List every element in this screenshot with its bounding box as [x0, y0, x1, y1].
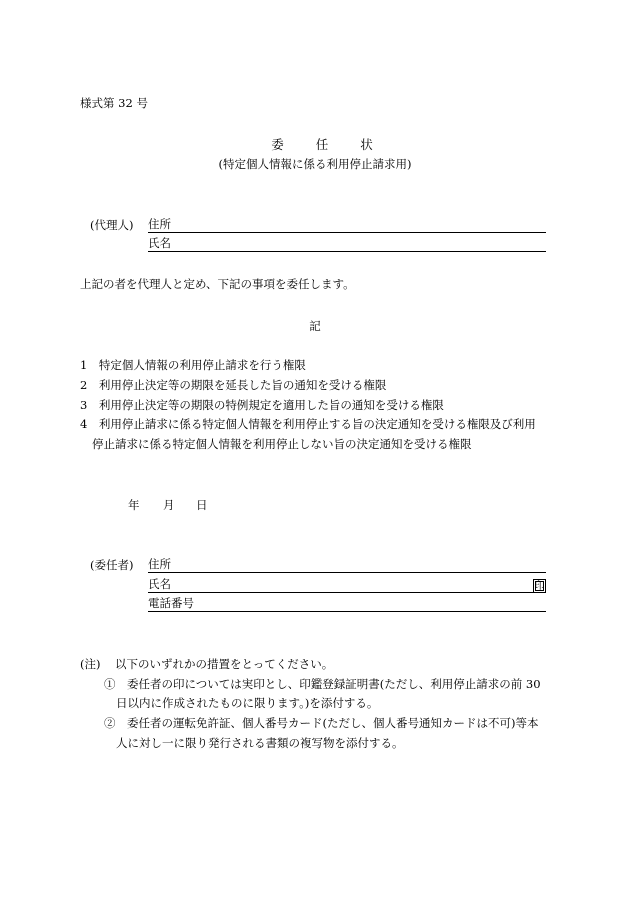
seal-text: 印	[534, 581, 545, 592]
principal-name-field[interactable]	[148, 577, 546, 593]
document-subtitle: (特定個人情報に係る利用停止請求用)	[218, 157, 412, 171]
seal-mark	[533, 579, 546, 593]
note-1-line-1: ① 委任者の印については実印とし、印鑑登録証明書(ただし、利用停止請求の前 30	[104, 677, 541, 691]
item-2: 2 利用停止決定等の期限を延長した旨の通知を受ける権限	[80, 378, 387, 392]
principal-name-label: 氏名	[148, 576, 171, 591]
principal-address-field[interactable]	[148, 557, 546, 573]
delegation-sentence: 上記の者を代理人と定め、下記の事項を委任します。	[80, 277, 355, 291]
form-number: 様式第 32 号	[80, 96, 148, 110]
principal-role-label: (委任者)	[90, 558, 134, 572]
date-month: 月	[163, 498, 175, 512]
principal-address-label: 住所	[148, 556, 171, 571]
agent-name-field[interactable]	[148, 236, 546, 252]
notes-label: (注)	[80, 657, 101, 671]
agent-role-label: (代理人)	[90, 218, 134, 232]
principal-phone-label: 電話番号	[148, 595, 194, 610]
item-1: 1 特定個人情報の利用停止請求を行う権限	[80, 358, 306, 372]
ki-heading: 記	[309, 319, 321, 333]
item-3: 3 利用停止決定等の期限の特例規定を適用した旨の通知を受ける権限	[80, 398, 444, 412]
item-4: 4 利用停止請求に係る特定個人情報を利用停止する旨の決定通知を受ける権限及び利用	[80, 417, 536, 431]
date-day: 日	[196, 498, 208, 512]
note-2-line-2: 人に対し一に限り発行される書類の複写物を添付する。	[116, 736, 404, 750]
notes-intro: 以下のいずれかの措置をとってください。	[115, 657, 334, 671]
item-4-continuation: 停止請求に係る特定個人情報を利用停止しない旨の決定通知を受ける権限	[92, 437, 472, 451]
document-title: 委 任 状	[271, 137, 387, 152]
date-year: 年	[128, 498, 140, 512]
note-2-line-1: ② 委任者の運転免許証、個人番号カード(ただし、個人番号通知カードは不可)等本	[104, 716, 539, 730]
agent-address-label: 住所	[148, 216, 171, 231]
note-1-line-2: 日以内に作成されたものに限ります。)を添付する。	[116, 696, 379, 710]
agent-address-field[interactable]	[148, 217, 546, 233]
agent-name-label: 氏名	[148, 235, 171, 250]
principal-phone-field[interactable]	[148, 596, 546, 612]
